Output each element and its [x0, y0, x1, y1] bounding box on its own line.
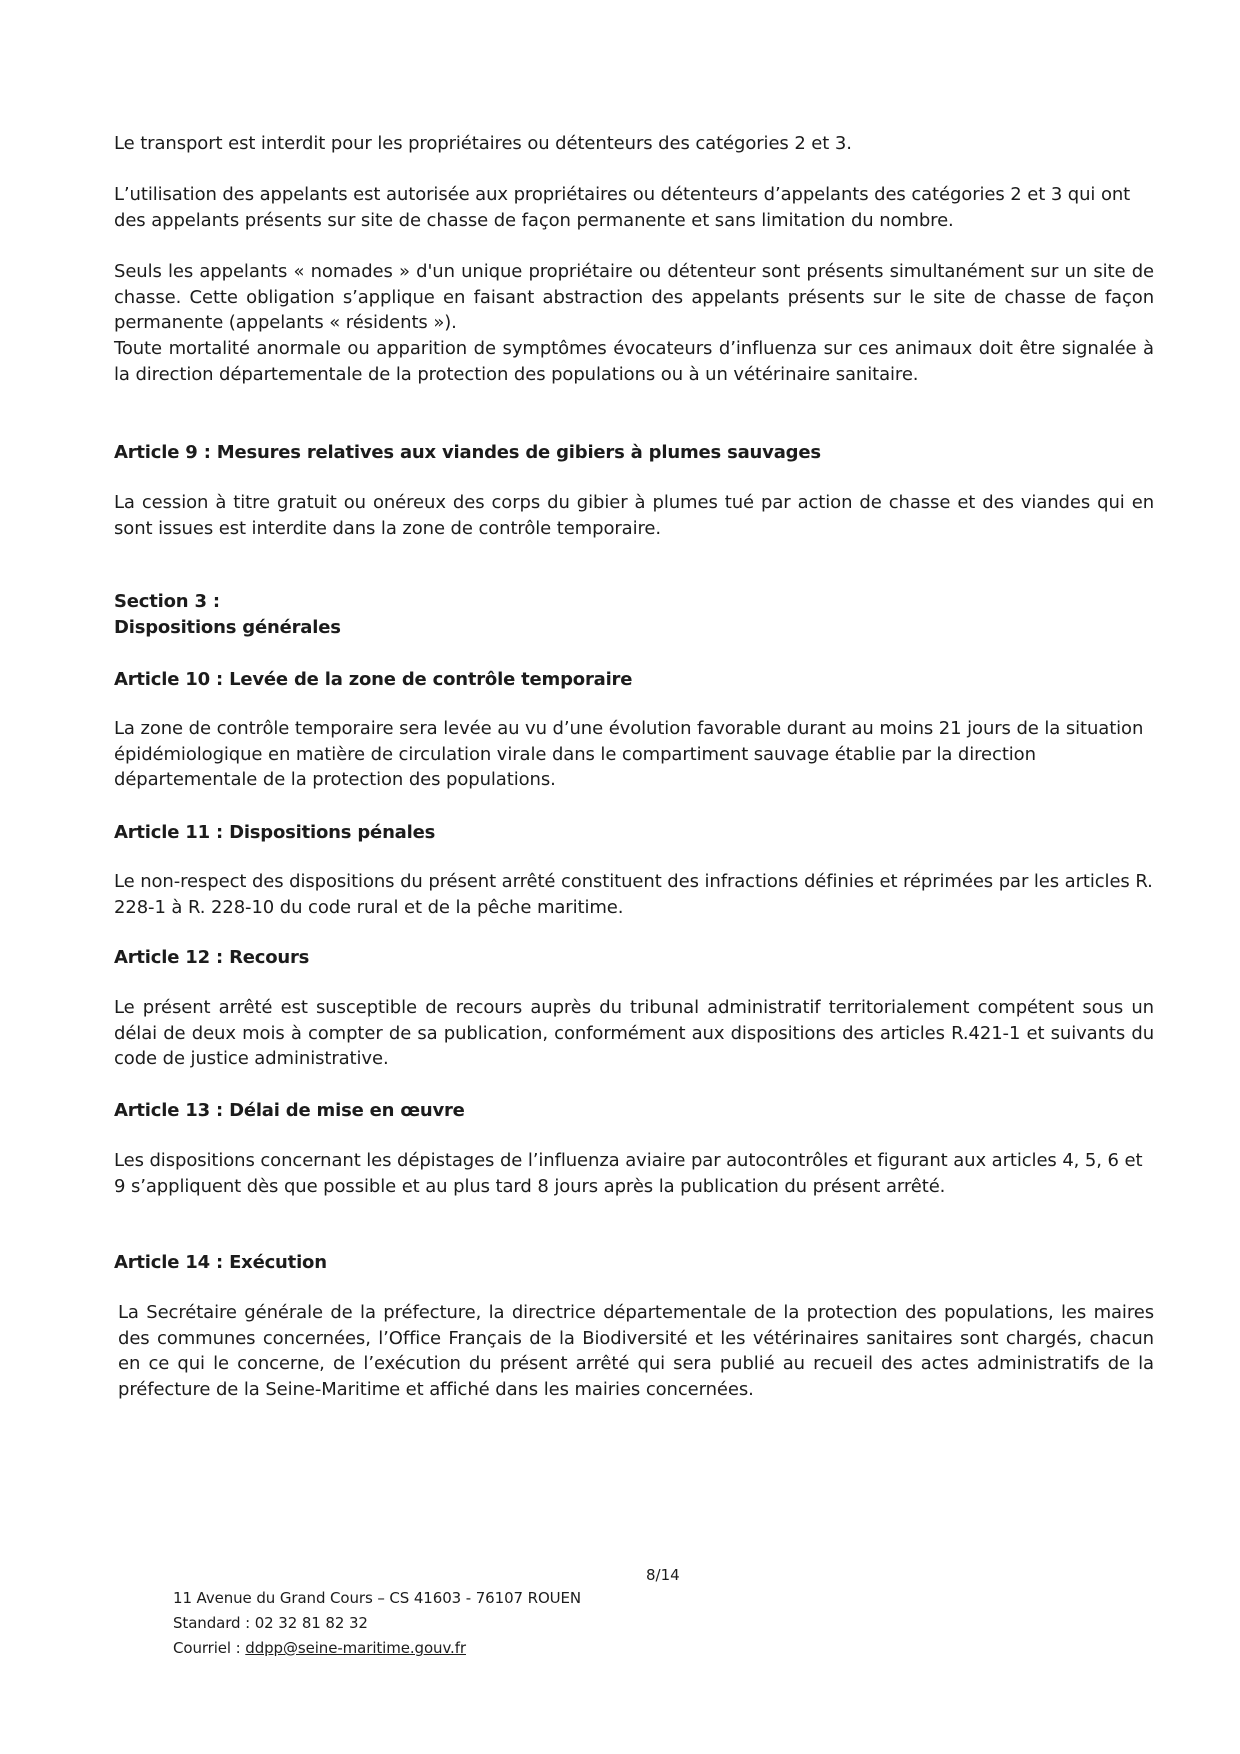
- footer-email-link[interactable]: ddpp@seine-maritime.gouv.fr: [245, 1639, 466, 1657]
- section-3-label: Section 3 :: [114, 591, 220, 612]
- article-10-body: La zone de contrôle temporaire sera levée au vu d’une évolution favorable durant au moins 21 jours de la situation épidémiologique en matière de circulation virale dans le compartiment sauvage établie par la direction départementale de la protection des populations.: [114, 718, 1144, 790]
- section-3-title: Dispositions générales: [114, 617, 341, 638]
- article-9-body: La cession à titre gratuit ou onéreux des corps du gibier à plumes tué par action de chasse et des viandes qui en sont issues est interdite dans la zone de contrôle temporaire.: [114, 492, 1154, 539]
- paragraph-transport: Le transport est interdit pour les propriétaires ou détenteurs des catégories 2 et 3.: [114, 133, 852, 154]
- footer-address: 11 Avenue du Grand Cours – CS 41603 - 76107 ROUEN: [173, 1589, 582, 1607]
- paragraph-utilisation-appelants: L’utilisation des appelants est autorisée aux propriétaires ou détenteurs d’appelants des catégories 2 et 3 qui ont des appelants présents sur site de chasse de façon permanente et sans limitation du nombre.: [114, 184, 1131, 231]
- article-12-title: Article 12 : Recours: [114, 947, 310, 968]
- footer-courriel: [173, 1638, 466, 1658]
- article-13-title: Article 13 : Délai de mise en œuvre: [114, 1100, 465, 1121]
- article-10-title: Article 10 : Levée de la zone de contrôle temporaire: [114, 669, 633, 690]
- article-14-body: La Secrétaire générale de la préfecture, la directrice départementale de la protection des populations, les maires des communes concernées, l’Office Français de la Biodiversité et les vétérinaires sanitaires sont chargés, chacun en ce qui le concerne, de l’exécution du présent arrêté qui sera publié au recueil des actes administratifs de la préfecture de la Seine-Maritime et affiché dans les mairies concernées.: [118, 1302, 1154, 1400]
- article-11-title: Article 11 : Dispositions pénales: [114, 822, 436, 843]
- footer-courriel-label: Courriel :: [173, 1639, 246, 1657]
- article-9-title: Article 9 : Mesures relatives aux viandes de gibiers à plumes sauvages: [114, 442, 821, 463]
- footer-standard: Standard : 02 32 81 82 32: [173, 1614, 368, 1632]
- article-11-body: Le non-respect des dispositions du présent arrêté constituent des infractions définies et réprimées par les articles R. 228-1 à R. 228-10 du code rural et de la pêche maritime.: [114, 871, 1153, 918]
- article-13-body: Les dispositions concernant les dépistages de l’influenza aviaire par autocontrôles et figurant aux articles 4, 5, 6 et 9 s’appliquent dès que possible et au plus tard 8 jours après la publication du présent arrêté.: [114, 1150, 1143, 1197]
- article-14-title: Article 14 : Exécution: [114, 1252, 327, 1273]
- paragraph-mortalite: Toute mortalité anormale ou apparition de symptômes évocateurs d’influenza sur ces animaux doit être signalée à la direction départementale de la protection des populations ou à un vétérinaire sanitaire.: [114, 338, 1154, 385]
- paragraph-appelants-nomades: Seuls les appelants « nomades » d'un unique propriétaire ou détenteur sont présents simultanément sur un site de chasse. Cette obligation s’applique en faisant abstraction des appelants présents sur le site de chasse de façon permanente (appelants « résidents »).: [114, 261, 1154, 333]
- page-number: 8/14: [646, 1566, 680, 1584]
- article-12-body: Le présent arrêté est susceptible de recours auprès du tribunal administratif territorialement compétent sous un délai de deux mois à compter de sa publication, conformément aux dispositions des articles R.421-1 et suivants du code de justice administrative.: [114, 997, 1154, 1069]
